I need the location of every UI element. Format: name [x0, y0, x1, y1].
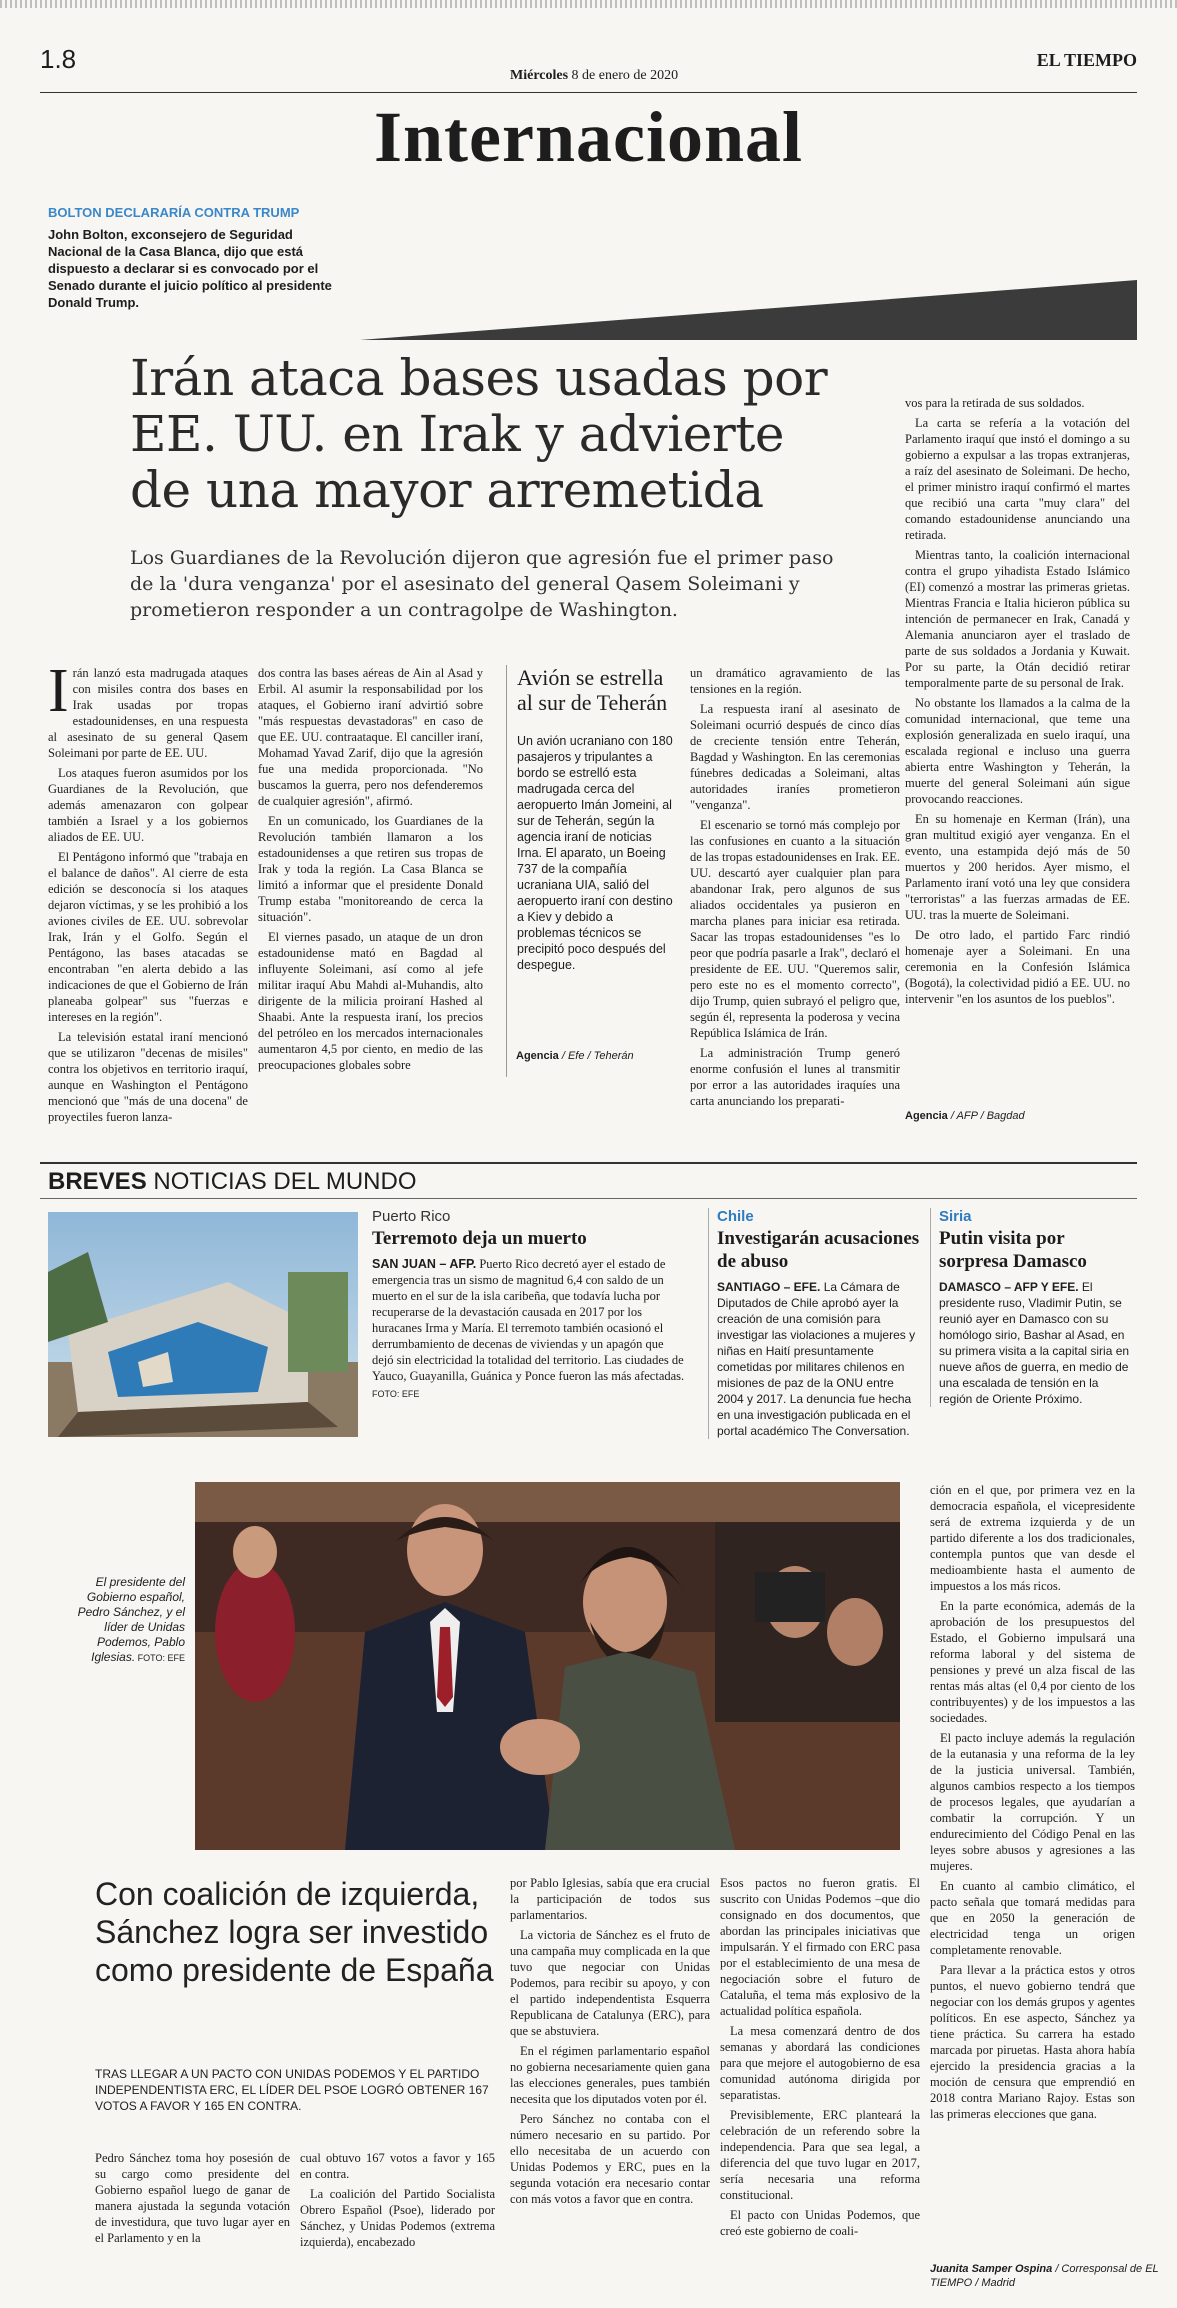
- credit-label: Agencia: [516, 1050, 559, 1062]
- breves-top-rule: [40, 1162, 1137, 1164]
- sidebar-box: [506, 665, 674, 1077]
- breves-title-bold: BREVES: [48, 1168, 147, 1195]
- brief-puerto-rico: [372, 1208, 687, 1402]
- main-column-2: [258, 665, 483, 1145]
- paragraph: En la parte económica, además de la aprobación de los presupuestos del Estado, el Gobierno impulsará una reforma laboral y del sistema de pensiones y prevé un alza fiscal de las rentas más altas (el 0,4 por ciento de los contribuyentes) y de los impuestos a las sociedades.: [930, 1599, 1135, 1725]
- newspaper-name: EL TIEMPO: [1036, 50, 1137, 70]
- breves-rule: [40, 1198, 1137, 1199]
- main-column-4: [905, 395, 1130, 1130]
- paragraph: El escenario se tornó más complejo por las confusiones en cuanto a la situación de las tropas estadounidenses en Irak. EE. UU. descartó ayer cualquier plan para abandonar Irak, pero algunos de sus aliados occidentales ya pusieron en marcha planes para iniciar esa retirada. Sacar las tropas estadounidenses "es lo peor que podría pasarle a Irak", declaró el presidente de EE. UU. "Queremos salir, pero este no es el momento correcto", dijo Trump, quien subrayó el peligro que, según él, representa la poderosa y vecina República Islámica de Irán.: [690, 818, 900, 1040]
- main-headline: Irán ataca bases usadas por EE. UU. en Irak y advierte de una mayor arremetida: [130, 349, 828, 519]
- paragraph: dos contra las bases aéreas de Ain al Asad y Erbil. Al asumir la responsabilidad por los ataques, el Gobierno iraní advirtió sobre "más respuestas devastadoras" en caso de que EE. UU. contraataque. El canciller iraní, Mohamad Yavad Zarif, dijo que la agresión fue una medida proporcionada. "No buscamos la guerra, pero nos defenderemos de cualquier agresión", afirmó.: [258, 666, 483, 808]
- credit-name: Juanita Samper Ospina: [930, 2263, 1053, 2275]
- paragraph: Previsiblemente, ERC planteará la celebración de un referendo sobre la independencia. Para que sea legal, a diferencia del que tuvo lugar en 2017, sería necesaria una reforma constitucional.: [720, 2108, 920, 2202]
- paragraph: De otro lado, el partido Farc rindió homenaje ayer a Soleimani. En una ceremonia en la Confesión Islámica (Bogotá), la colectividad pidió a EE. UU. no intervenir "en los asuntos de los pueblos".: [905, 928, 1130, 1006]
- sidebar-credit: [516, 1050, 634, 1062]
- brief-title: Putin visita por sorpresa Damasco: [939, 1228, 1087, 1272]
- main-deck: Los Guardianes de la Revolución dijeron que agresión fue el primer paso de la 'dura venganza' por el asesinato del general Qasem Soleimani y prometieron responder a un contragolpe de Washington.: [130, 547, 834, 621]
- credit-label: Agencia: [905, 1110, 948, 1122]
- brief-title: Investigarán acusaciones de abuso: [717, 1228, 920, 1272]
- photo-caption: [60, 1575, 185, 1666]
- paragraph: La respuesta iraní al asesinato de Soleimani ocurrió después de cinco días de creciente tensión entre Teherán, Bagdad y Washington. En las ceremonias fúnebres dedicadas a Soleimani, altas autoridades iraníes prometieron "venganza".: [690, 702, 900, 812]
- wedge-shape: [360, 280, 1137, 340]
- drop-cap: I: [48, 665, 69, 725]
- lower-credit: [930, 2262, 1177, 2290]
- brief-tag: Siria: [939, 1208, 972, 1225]
- brief-chile: [708, 1208, 923, 1439]
- paragraph: Esos pactos no fueron gratis. El suscrito con Unidas Podemos –que dio consignado en dos documentos, que abordan las principales iniciativas que impulsarán. Y el firmado con ERC pasa por el establecimiento de una mesa de negociación sobre el futuro de Cataluña, el tema más explosivo de la actualidad política española.: [720, 1876, 920, 2018]
- brief-text: El presidente ruso, Vladimir Putin, se reunió ayer en Damasco con su homólogo sirio, Bashar al Asad, en su primera visita a la capital siria en nueve años de guerra, en medio de una escalada de tensión en la región de Oriente Próximo.: [939, 1280, 1130, 1406]
- credit-rest: / AFP / Bagdad: [947, 1110, 1025, 1122]
- section-title: Internacional: [373, 97, 803, 177]
- brief-text: La Cámara de Diputados de Chile aprobó ayer la creación de una comisión para investigar las violaciones a mujeres y niñas en Haití presuntamente cometidas por militares chilenos en misiones de paz de la ONU entre 2004 y 2017. La denuncia fue hecha en una investigación publicada en el portal académico The Conversation.: [717, 1280, 916, 1438]
- brief-siria: [930, 1208, 1135, 1407]
- header-date-rest: 8 de enero de 2020: [568, 68, 679, 83]
- paragraph: En un comunicado, los Guardianes de la Revolución también llamaron a los estadounidenses a que retiren sus tropas de Irak y toda la región. La Casa Blanca se limitó a informar que el presidente Donald Trump estaba "monitoreando de cerca la situación".: [258, 814, 483, 924]
- sidebar-title: Avión se estrella al sur de Teherán: [517, 665, 668, 715]
- lower-column-4: [720, 1875, 920, 2300]
- earthquake-photo: [48, 1212, 358, 1437]
- lower-deck: TRAS LLEGAR A UN PACTO CON UNIDAS PODEMOS Y EL PARTIDO INDEPENDENTISTA ERC, EL LÍDER DEL PSOE LOGRÓ OBTENER 167 VOTOS A FAVOR Y 165 EN CONTRA.: [95, 2067, 489, 2113]
- paragraph: La televisión estatal iraní mencionó que se utilizaron "decenas de misiles" contra los objetivos en territorio iraquí, aunque en Washington el Pentágono mencionó que "más de una docena" de proyectiles fueron lanza-: [48, 1030, 248, 1124]
- paragraph: Pedro Sánchez toma hoy posesión de su cargo como presidente del Gobierno español luego de ganar de manera ajustada la segunda votación de investidura, que tuvo lugar ayer en el Parlamento y en la: [95, 2151, 290, 2245]
- paragraph: Para llevar a la práctica estos y otros puntos, el nuevo gobierno tendrá que negociar con los demás grupos y agentes políticos. En ese aspecto, Sánchez ya tiene práctica. Su carrera ha estado marcada por piruetas. Hasta ahora había ejercido la presidencia gracias a la moción de censura que emprendió en 2018 contra Mariano Rajoy. Estas son las primeras elecciones que gana.: [930, 1963, 1135, 2121]
- paragraph: La victoria de Sánchez es el fruto de una campaña muy complicada en la que tuvo que negociar con Unidas Podemos, para recibir su apoyo, y con el partido independentista Esquerra Republicana de Catalunya (ERC), para que se abstuviera.: [510, 1928, 710, 2038]
- paragraph: ción en el que, por primera vez en la democracia española, el vicepresidente será de extrema izquierda y de un partido diferente a los dos tradicionales, contempla puntos que van desde el medioambiente hasta el aumento de impuestos a los más ricos.: [930, 1483, 1135, 1593]
- paragraph: Pero Sánchez no contaba con el número necesario en su partido. Por ello necesitaba de un acuerdo con Unidas Podemos y ERC, pues en la segunda votación era necesario contar con más votos a favor que en contra.: [510, 2112, 710, 2206]
- breves-title-rest: NOTICIAS DEL MUNDO: [146, 1168, 417, 1195]
- paragraph: cual obtuvo 167 votos a favor y 165 en contra.: [300, 2151, 495, 2181]
- teaser-text: John Bolton, exconsejero de Seguridad Nacional de la Casa Blanca, dijo que está dispuesto a declarar si es convocado por el Senado durante el juicio político al presidente Donald Trump.: [48, 227, 332, 310]
- brief-body: [939, 1279, 1135, 1407]
- caption-text: El presidente del Gobierno español, Pedro Sánchez, y el líder de Unidas Podemos, Pablo Iglesias.: [77, 1575, 185, 1664]
- brief-body: [717, 1279, 923, 1439]
- lower-column-2: [300, 2150, 495, 2305]
- paragraph: un dramático agravamiento de las tensiones en la región.: [690, 666, 900, 696]
- paragraph: No obstante los llamados a la calma de la comunidad internacional, que teme una explosión generalizada en suelo iraquí, una escalada regional e incluso una guerra abierta entre Washington y Teherán, la muerte del general Soleimani aún sigue provocando reacciones.: [905, 696, 1130, 806]
- breves-title: [48, 1168, 417, 1196]
- paragraph: El Pentágono informó que "trabaja en el balance de daños". Al cierre de esta edición se desconocía si los ataques dejaron víctimas, y se les prohibió a los aviones civiles de EE. UU. sobrevolar Irak, Irán y el Golfo. Según el Pentágono, las bases atacadas se encontraban "en alerta debido a las indicaciones de que el Gobierno de Irán planeaba golpear" sus "fuerzas e intereses en la región".: [48, 850, 248, 1024]
- paragraph: El pacto incluye además la regulación de la eutanasia y una reforma de la ley de la justicia universal. También, algunos cambios respecto a los tiempos de procesos legales, que ayudarían a combatir la corrupción. Y un endurecimiento del Código Penal en las leyes sobre abusos y agresiones a las mujeres.: [930, 1731, 1135, 1873]
- main-credit: [905, 1110, 1025, 1122]
- paragraph: La carta se refería a la votación del Parlamento iraquí que instó el domingo a su gobierno a expulsar a las tropas extranjeras, a raíz del asesinato de Soleimani. De hecho, el primer ministro iraquí confirmó el martes que recibió una carta "muy clara" del comando estadounidense anunciando una retirada.: [905, 416, 1130, 542]
- brief-dateline: DAMASCO – AFP Y EFE.: [939, 1280, 1079, 1294]
- brief-title: Terremoto deja un muerto: [372, 1228, 587, 1249]
- paragraph: Mientras tanto, la coalición internacional contra el grupo yihadista Estado Islámico (EI) comenzó a mostrar las primeras grietas. Mientras Francia e Italia hicieron pública su intención de permanecer en Irak, Canadá y Alemania anunciaron ayer el traslado de parte de sus soldados a Jordania y Kuwait. Por su parte, la Otán decidió retirar temporalmente parte de su personal de Irak.: [905, 548, 1130, 690]
- lower-column-5: [930, 1482, 1135, 2252]
- paragraph: En su homenaje en Kerman (Irán), una gran multitud exigió ayer venganza. En el evento, una estampida dejó más de 50 muertos y 200 heridos. Ayer mismo, el Parlamento iraní votó una ley que considera "terroristas" a las fuerzas armadas de EE. UU. tras la muerte de Soleimani.: [905, 812, 1130, 922]
- main-column-3: [690, 665, 900, 1145]
- paragraph: Los ataques fueron asumidos por los Guardianes de la Revolución, que además amenazaron con golpear también a Israel y a los gobiernos aliados de EE. UU.: [48, 766, 248, 844]
- brief-dateline: SANTIAGO – EFE.: [717, 1280, 821, 1294]
- brief-text: Puerto Rico decretó ayer el estado de emergencia tras un sismo de magnitud 6,4 con saldo de un muerto en el sur de la isla caribeña, que todavía lucha por recuperarse de la devastación causada en 2017 por los huracanes Irma y María. El terremoto también ocasionó el derrumbamiento de decenas de viviendas y un apagón que dejó sin electricidad la totalidad del territorio. Las ciudades de Yauco, Guayanilla, Guánica y Ponce fueron las más afectadas.: [372, 1257, 685, 1383]
- paragraph: vos para la retirada de sus soldados.: [905, 396, 1085, 410]
- main-column-1: [48, 665, 248, 1145]
- lower-column-3: [510, 1875, 710, 2300]
- sidebar-text: Un avión ucraniano con 180 pasajeros y tripulantes a bordo se estrelló esta madrugada cerca del aeropuerto Imán Jomeini, al sur de Teherán, según la agencia iraní de noticias Irna. El aparato, un Boeing 737 de la compañía ucraniana UIA, salió del aeropuerto iraní con destino a Kiev y debido a problemas técnicos se precipitó poco después del despegue.: [517, 734, 673, 972]
- sanchez-iglesias-photo: [195, 1482, 900, 1850]
- page-number: 1.8: [40, 44, 77, 74]
- paragraph: La administración Trump generó enorme confusión el lunes al transmitir por error a las autoridades iraquíes una carta anunciando los preparati-: [690, 1046, 900, 1108]
- paragraph: El pacto con Unidas Podemos, que creó este gobierno de coali-: [720, 2208, 920, 2238]
- brief-dateline: SAN JUAN – AFP.: [372, 1257, 477, 1271]
- paragraph: En cuanto al cambio climático, el pacto señala que tomará medidas para que en 2050 la generación de electricidad tenga un origen completamente renovable.: [930, 1879, 1135, 1957]
- paragraph: La mesa comenzará dentro de dos semanas y abordará las condiciones para que mejore el autogobierno de esa comunidad autónoma dirigida por separatistas.: [720, 2024, 920, 2102]
- photo-credit: FOTO: EFE: [372, 1389, 420, 1399]
- paragraph: En el régimen parlamentario español no gobierna necesariamente quien gana las elecciones generales, pues también necesita que los diputados voten por él.: [510, 2044, 710, 2106]
- lower-headline: Con coalición de izquierda, Sánchez logra ser investido como presidente de España: [95, 1876, 494, 1988]
- teaser-kicker: BOLTON DECLARARÍA CONTRA TRUMP: [48, 205, 300, 220]
- paragraph: La coalición del Partido Socialista Obrero Español (Psoe), liderado por Sánchez, y Unidas Podemos (extrema izquierda), encabezado: [300, 2187, 495, 2249]
- brief-tag: Puerto Rico: [372, 1208, 451, 1225]
- credit-rest: / Efe / Teherán: [558, 1050, 634, 1062]
- paragraph: [48, 665, 248, 761]
- brief-body: [372, 1256, 687, 1402]
- paragraph-text: rán lanzó esta madrugada ataques con misiles contra dos bases en Irak usadas por tropas estadounidenses, en una respuesta al asesinato de su general Qasem Soleimani por parte de EE. UU.: [48, 666, 248, 760]
- photo-credit: FOTO: EFE: [135, 1653, 185, 1663]
- lower-column-1: [95, 2150, 290, 2305]
- paragraph: por Pablo Iglesias, sabía que era crucial la participación de todos sus parlamentarios.: [510, 1876, 710, 1922]
- credit-rest: / Corresponsal de EL TIEMPO / Madrid: [930, 2263, 1159, 2289]
- brief-tag: Chile: [717, 1208, 754, 1225]
- paragraph: El viernes pasado, un ataque de un dron estadounidense mató en Bagdad al influyente Soleimani, así como al jefe militar iraquí Abu Mahdi al-Muhandis, alto dirigente de la milicia proiraní Hashed al Shaabi. Ante la respuesta iraní, los precios del petróleo en los mercados internacionales aumentaron 4,5 por ciento, en medio de las preocupaciones globales sobre: [258, 930, 483, 1072]
- header-date-day: Miércoles: [510, 68, 569, 83]
